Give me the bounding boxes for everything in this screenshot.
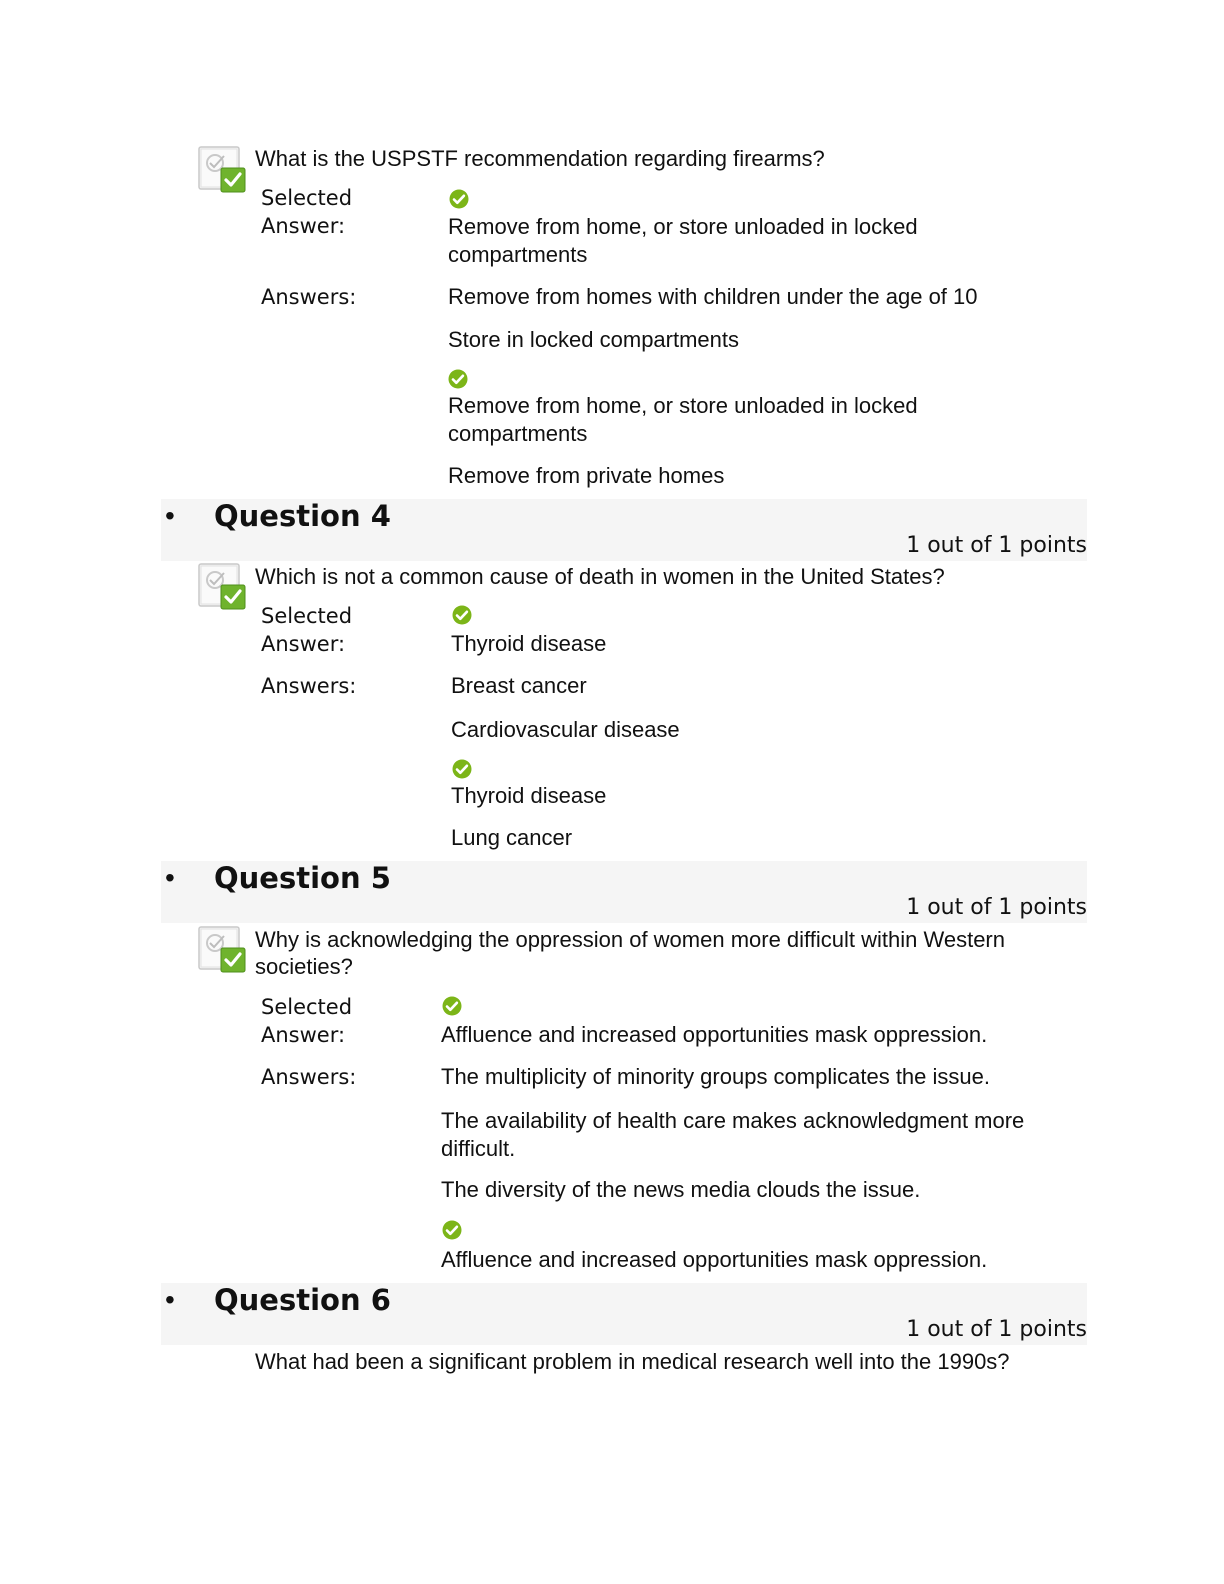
correct-answer-icon: [197, 924, 247, 974]
correct-answer-icon: [197, 561, 247, 611]
question-title: Question 5: [214, 861, 391, 895]
selected-answer: Thyroid disease: [451, 631, 607, 656]
question-header: [161, 499, 1087, 561]
question-text: What is the USPSTF recommendation regarding firearms?: [255, 146, 825, 171]
answer-option: Breast cancer: [451, 673, 587, 698]
answer-option: The multiplicity of minority groups complicates the issue.: [441, 1064, 990, 1089]
selected-label: Selected: [261, 604, 353, 628]
question-title: Question 4: [214, 499, 391, 533]
answer-option: Store in locked compartments: [448, 327, 740, 352]
selected-label: Selected: [261, 995, 353, 1019]
answer-option: Remove from homes with children under the age of 10: [448, 284, 978, 309]
bullet: •: [165, 500, 175, 531]
check-icon: [442, 1220, 462, 1240]
check-icon: [452, 605, 472, 625]
question-points: 1 out of 1 points: [906, 895, 1087, 920]
check-icon: [442, 996, 462, 1016]
answer-option: Lung cancer: [451, 825, 573, 850]
correct-answer-icon: [197, 144, 247, 194]
answer-option: The diversity of the news media clouds the issue.: [441, 1177, 921, 1202]
answer-label: Answer:: [261, 214, 346, 238]
check-icon: [448, 369, 468, 389]
question-title: Question 6: [214, 1283, 391, 1317]
question-points: 1 out of 1 points: [906, 533, 1087, 558]
answers-label: Answers:: [261, 1065, 357, 1089]
answer-option-correct: Remove from home, or store unloaded in locked compartments: [448, 393, 918, 446]
selected-label: Selected: [261, 186, 353, 210]
question-text: What had been a significant problem in medical research well into the 1990s?: [255, 1349, 1010, 1374]
selected-answer: Affluence and increased opportunities mask oppression.: [441, 1022, 988, 1047]
bullet: •: [165, 862, 175, 893]
answers-label: Answers:: [261, 674, 357, 698]
question-points: 1 out of 1 points: [906, 1317, 1087, 1342]
question-header: [161, 861, 1087, 923]
check-icon: [452, 759, 472, 779]
answer-option-correct: Thyroid disease: [451, 783, 607, 808]
answer-label: Answer:: [261, 632, 346, 656]
answers-label: Answers:: [261, 285, 357, 309]
answer-option-correct: Affluence and increased opportunities mask oppression.: [441, 1247, 988, 1272]
question-text: Which is not a common cause of death in women in the United States?: [255, 564, 945, 589]
answer-option: The availability of health care makes acknowledgment more difficult.: [441, 1108, 1025, 1161]
answer-option: Remove from private homes: [448, 463, 725, 488]
question-text: Why is acknowledging the oppression of women more difficult within Western societies?: [255, 927, 1005, 979]
answer-option: Cardiovascular disease: [451, 717, 680, 742]
answer-label: Answer:: [261, 1023, 346, 1047]
question-header: [161, 1283, 1087, 1345]
selected-answer: Remove from home, or store unloaded in locked compartments: [448, 214, 918, 267]
bullet: •: [165, 1284, 175, 1315]
check-icon: [449, 189, 469, 209]
